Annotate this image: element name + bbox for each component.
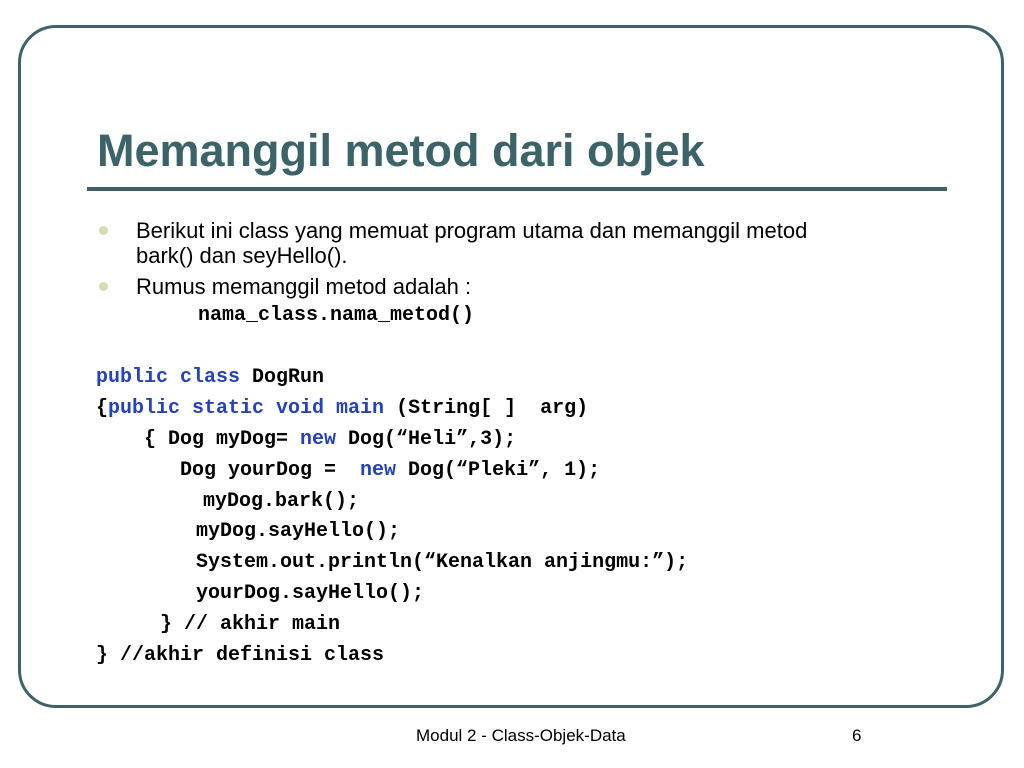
code-line-5: myDog.bark(); (203, 490, 360, 513)
code-keyword: public class (96, 366, 241, 389)
code-line-8: yourDog.sayHello(); (196, 582, 425, 605)
code-keyword: new (300, 428, 337, 451)
page-number: 6 (852, 726, 862, 745)
code-line-10: } //akhir definisi class (96, 644, 385, 667)
code-text: DogRun (240, 366, 325, 389)
code-line-4 (180, 459, 600, 483)
code-text: { (96, 397, 109, 420)
code-text: Dog(“Heli”,3); (336, 428, 517, 451)
code-line-6: myDog.sayHello(); (196, 520, 401, 543)
footer-module: Modul 2 - Class-Objek-Data (416, 726, 626, 745)
code-line-7: System.out.println(“Kenalkan anjingmu:”); (196, 551, 689, 574)
formula-code: nama_class.nama_metod() (198, 304, 475, 327)
code-line-2 (96, 397, 588, 421)
title-underline (87, 187, 947, 191)
bullet-1-line-2: bark() dan seyHello(). (136, 243, 348, 268)
bullet-1-line-1: Berikut ini class yang memuat program utama dan memanggil metod (136, 218, 808, 243)
code-text: Dog yourDog = (180, 459, 361, 482)
bullet-2-line-1: Rumus memanggil metod adalah : (136, 274, 472, 299)
code-text: (String[ ] arg) (384, 397, 589, 420)
slide-title: Memanggil metod dari objek (97, 125, 705, 176)
code-line-1 (96, 366, 324, 390)
code-text: { Dog myDog= (144, 428, 301, 451)
code-text: Dog(“Pleki”, 1); (396, 459, 601, 482)
code-keyword: public static void main (108, 397, 385, 420)
code-line-3 (144, 428, 516, 452)
bullet-dot-1 (99, 226, 108, 235)
code-line-9: } // akhir main (160, 613, 341, 636)
bullet-dot-2 (99, 282, 108, 291)
code-keyword: new (360, 459, 397, 482)
